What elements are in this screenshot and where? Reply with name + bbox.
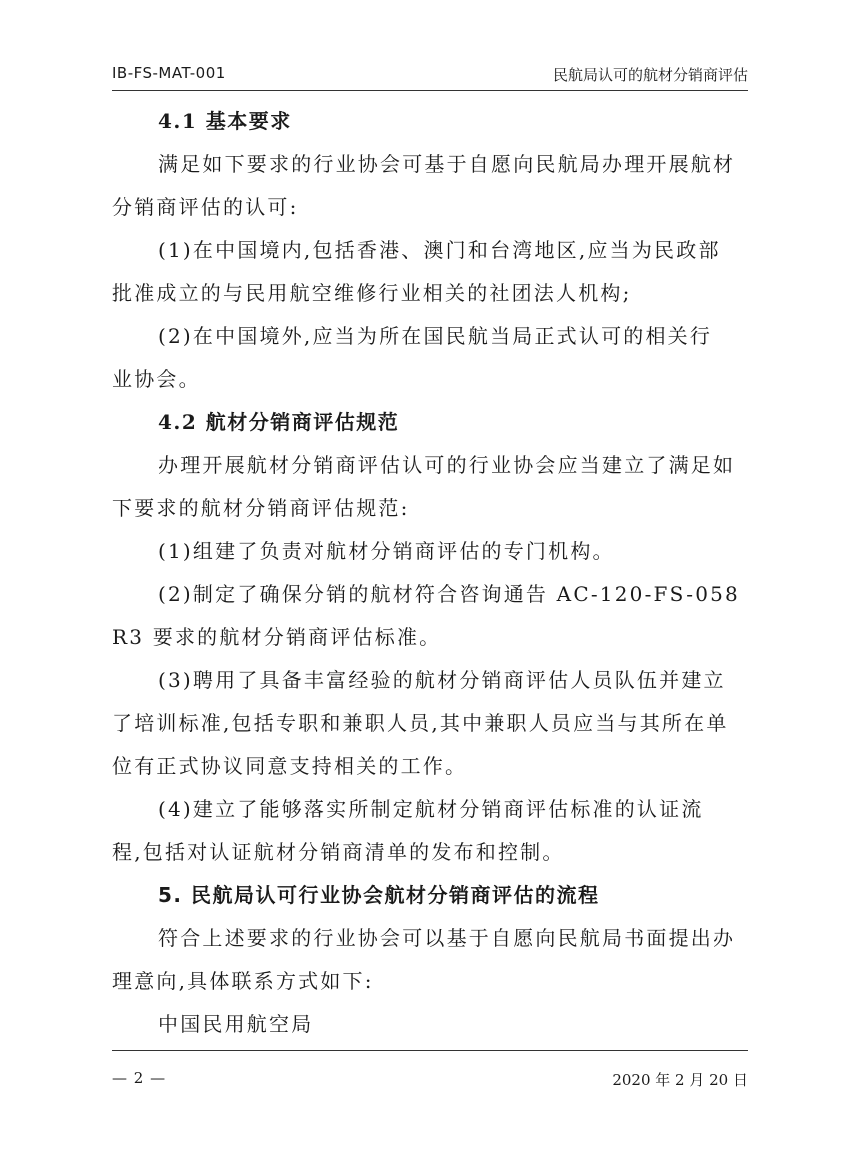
paragraph-line: 理意向,具体联系方式如下: — [112, 969, 374, 993]
list-item-line: 业协会。 — [112, 367, 201, 391]
page-header — [112, 62, 748, 91]
document-title: 民航局认可的航材分销商评估 — [552, 66, 748, 84]
paragraph-line: 办理开展航材分销商评估认可的行业协会应当建立了满足如 — [158, 453, 736, 477]
publication-date: 2020 年 2 月 20 日 — [612, 1071, 748, 1089]
list-item-line: 批准成立的与民用航空维修行业相关的社团法人机构; — [112, 281, 632, 305]
list-item-line: 程,包括对认证航材分销商清单的发布和控制。 — [112, 840, 565, 864]
list-item-line: (3)聘用了具备丰富经验的航材分销商评估人员队伍并建立 — [158, 668, 726, 692]
section-4-1-heading: 4.1 基本要求 — [158, 109, 292, 133]
page-body — [112, 100, 748, 1046]
section-5-heading: 5. 民航局认可行业协会航材分销商评估的流程 — [158, 883, 600, 907]
paragraph-line: 下要求的航材分销商评估规范: — [112, 496, 410, 520]
contact-organization: 中国民用航空局 — [158, 1012, 314, 1036]
paragraph-line: 符合上述要求的行业协会可以基于自愿向民航局书面提出办 — [158, 926, 736, 950]
page-number: — 2 — — [112, 1069, 167, 1087]
paragraph-line: 满足如下要求的行业协会可基于自愿向民航局办理开展航材 — [158, 152, 736, 176]
list-item-line: (4)建立了能够落实所制定航材分销商评估标准的认证流 — [158, 797, 704, 821]
list-item-line: 了培训标准,包括专职和兼职人员,其中兼职人员应当与其所在单 — [112, 711, 729, 735]
page-footer — [112, 1050, 748, 1091]
list-item-line: (1)组建了负责对航材分销商评估的专门机构。 — [158, 539, 615, 563]
list-item-line: (1)在中国境内,包括香港、澳门和台湾地区,应当为民政部 — [158, 238, 721, 262]
paragraph-line: 分销商评估的认可: — [112, 195, 299, 219]
list-item-line: (2)在中国境外,应当为所在国民航当局正式认可的相关行 — [158, 324, 713, 348]
list-item-line: (2)制定了确保分销的航材符合咨询通告 AC-120-FS-058 — [158, 582, 740, 606]
section-4-2-heading: 4.2 航材分销商评估规范 — [158, 410, 400, 434]
document-code: IB-FS-MAT-001 — [112, 64, 226, 82]
list-item-line: R3 要求的航材分销商评估标准。 — [112, 625, 442, 649]
list-item-line: 位有正式协议同意支持相关的工作。 — [112, 754, 468, 778]
